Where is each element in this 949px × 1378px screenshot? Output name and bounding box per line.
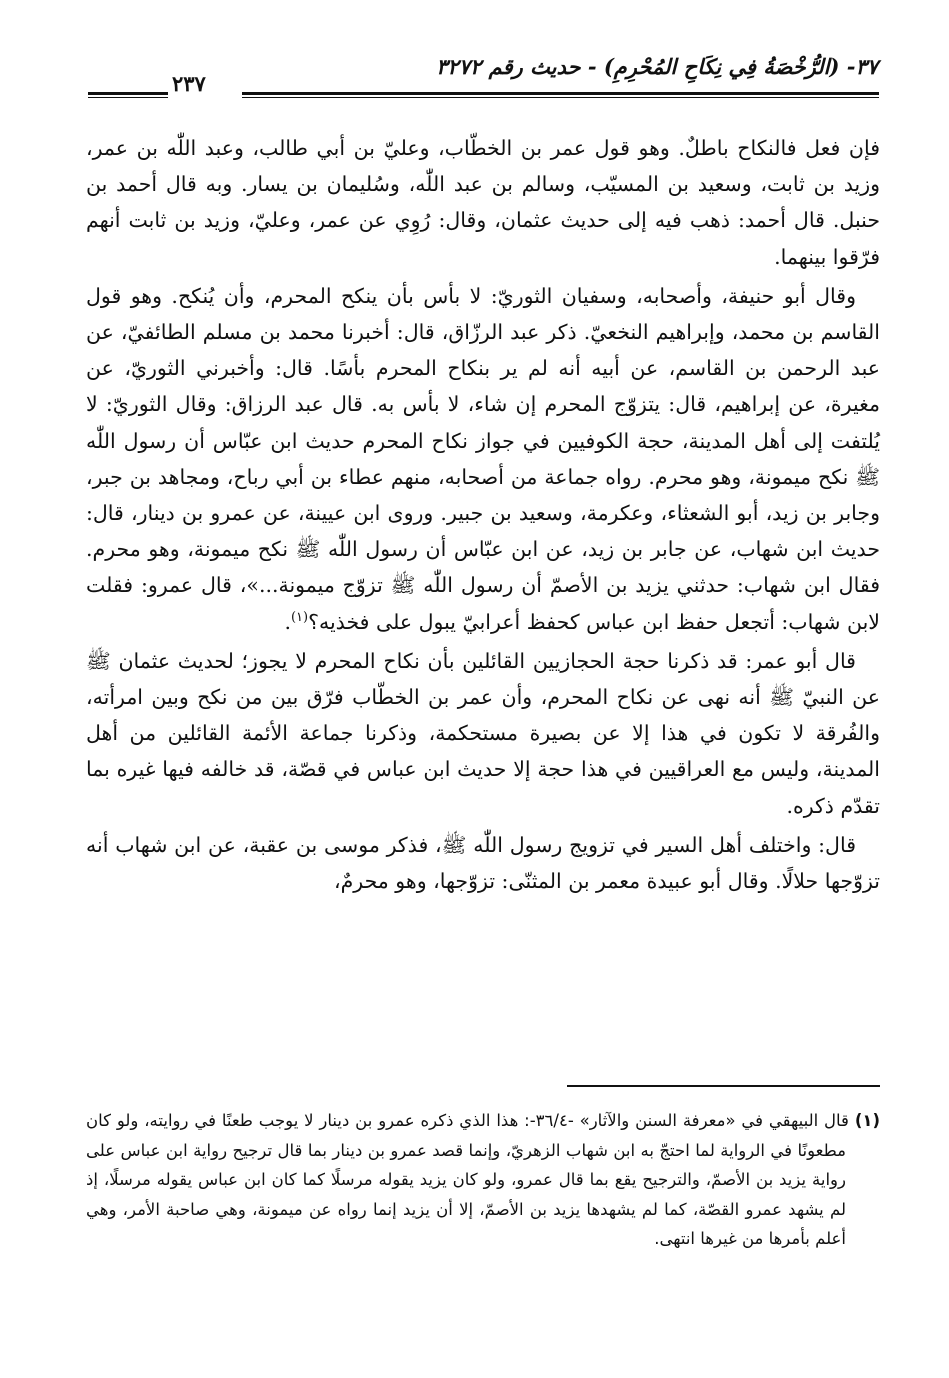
footnote-number: (١) xyxy=(854,1111,880,1130)
paragraph-1: فإن فعل فالنكاح باطلٌ. وهو قول عمر بن الخطّاب، وعليّ بن أبي طالب، وعبد اللّٰه بن عمر، وزيد بن ثابت، وسعيد بن المسيّب، وسالم بن عبد اللّٰه، وسُليمان بن يسار. وبه قال أحمد بن حنبل. قال أحمد: ذهب فيه إلى حديث عثمان، وقال: رُوِي عن عمر، وعليّ، وزيد بن ثابت أنهم فرّقوا بينهما. xyxy=(86,136,880,269)
footnote-separator xyxy=(567,1085,880,1087)
header-rule-right xyxy=(242,92,879,98)
paragraph-2-text: وقال أبو حنيفة، وأصحابه، وسفيان الثوريّ: لا بأس بأن ينكح المحرم، وأن يُنكح. وهو قول القاسم بن محمد، وإبراهيم النخعيّ. ذكر عبد الرزّاق، قال: أخبرنا محمد بن مسلم الطائفيّ، عن عبد الرحمن بن القاسم، عن أبيه أنه لم ير بنكاح المحرم بأسًا. قال: وأخبرني الثوريّ، عن مغيرة، عن إبراهيم، قال: يتزوّج المحرم إن شاء، لا بأس به. قال عبد الرزاق: وقال الثوريّ: لا يُلتفت إلى أهل المدينة، حجة الكوفيين في جواز نكاح المحرم حديث ابن عبّاس أن رسول اللّٰه ﷺ نكح ميمونة، وهو محرم. رواه جماعة من أصحابه، منهم عطاء بن أبي رباح، ومجاهد بن جبر، وجابر بن زيد، أبو الشعثاء، وعكرمة، وسعيد بن جبير. وروى ابن عيينة، عن عمرو بن دينار، قال: حديث ابن شهاب، عن جابر بن زيد، عن ابن عبّاس أن رسول اللّٰه ﷺ نكح ميمونة، وهو محرم. فقال ابن شهاب: حدثني يزيد بن الأصمّ أن رسول اللّٰه ﷺ تزوّج ميمونة...»، قال عمرو: فقلت لابن شهاب: أتجعل حفظ ابن عباس كحفظ أعرابيّ يبول على فخذيه؟ xyxy=(86,283,880,634)
footnote-reference: (١) xyxy=(290,609,309,625)
footnote-1 xyxy=(86,1106,880,1254)
paragraph-2-end: . xyxy=(284,609,291,634)
main-text xyxy=(86,130,880,899)
footnote xyxy=(86,1106,880,1254)
paragraph-2 xyxy=(86,278,880,640)
chapter-title: ٣٧- (الرُّخْصَةُ فِي نِكَاحِ المُحْرِمِ) - حديث رقم ٣٢٧٢ xyxy=(436,54,878,79)
footnote-text: قال البيهقي في «معرفة السنن والآثار» -٣٦/٤-: هذا الذي ذكره عمرو بن دينار لا يوجب طعنًا في روايته، ولو كان مطعونًا في الرواية لما احتجّ به ابن شهاب الزهريّ، وإنما قصد عمرو بن دينار بما قال ترجيح رواية ابن عباس على رواية يزيد بن الأصمّ، والترجيح يقع بما قال عمرو، ولو كان يزيد يقوله مرسلًا كما كان ابن عباس يقوله مرسلًا، إذ لم يشهد عمرو القصّة، كما لم يشهدها يزيد بن الأصمّ، إلا أن يزيد إنما رواه عن ميمونة، وهي صاحبة الأمر، وهي أعلم بأمرها من غيرها انتهى. xyxy=(86,1111,849,1248)
paragraph-3: قال أبو عمر: قد ذكرنا حجة الحجازيين القائلين بأن نكاح المحرم لا يجوز؛ لحديث عثمان ﷺ عن النبيّ ﷺ أنه نهى عن نكاح المحرم، وأن عمر بن الخطّاب فرّق بين من نكح وبين امرأته، والفُرقة لا تكون في هذا إلا عن بصيرة مستحكمة، وذكرنا جماعة الأئمة القائلين من أهل المدينة، وليس مع العراقيين في هذا حجة إلا حديث ابن عباس في قصّة، قد خالفه فيها غيره بما تقدّم ذكره. xyxy=(86,648,881,818)
page-number: ٢٣٧ xyxy=(172,71,206,96)
header-rule-left xyxy=(88,92,168,98)
paragraph-4: قال: واختلف أهل السير في تزويج رسول اللّٰه ﷺ، فذكر موسى بن عقبة، عن ابن شهاب أنه تزوّجها حلالًا. وقال أبو عبيدة معمر بن المثنّى: تزوّجها، وهو محرمٌ، xyxy=(86,832,880,894)
running-header xyxy=(88,50,878,96)
